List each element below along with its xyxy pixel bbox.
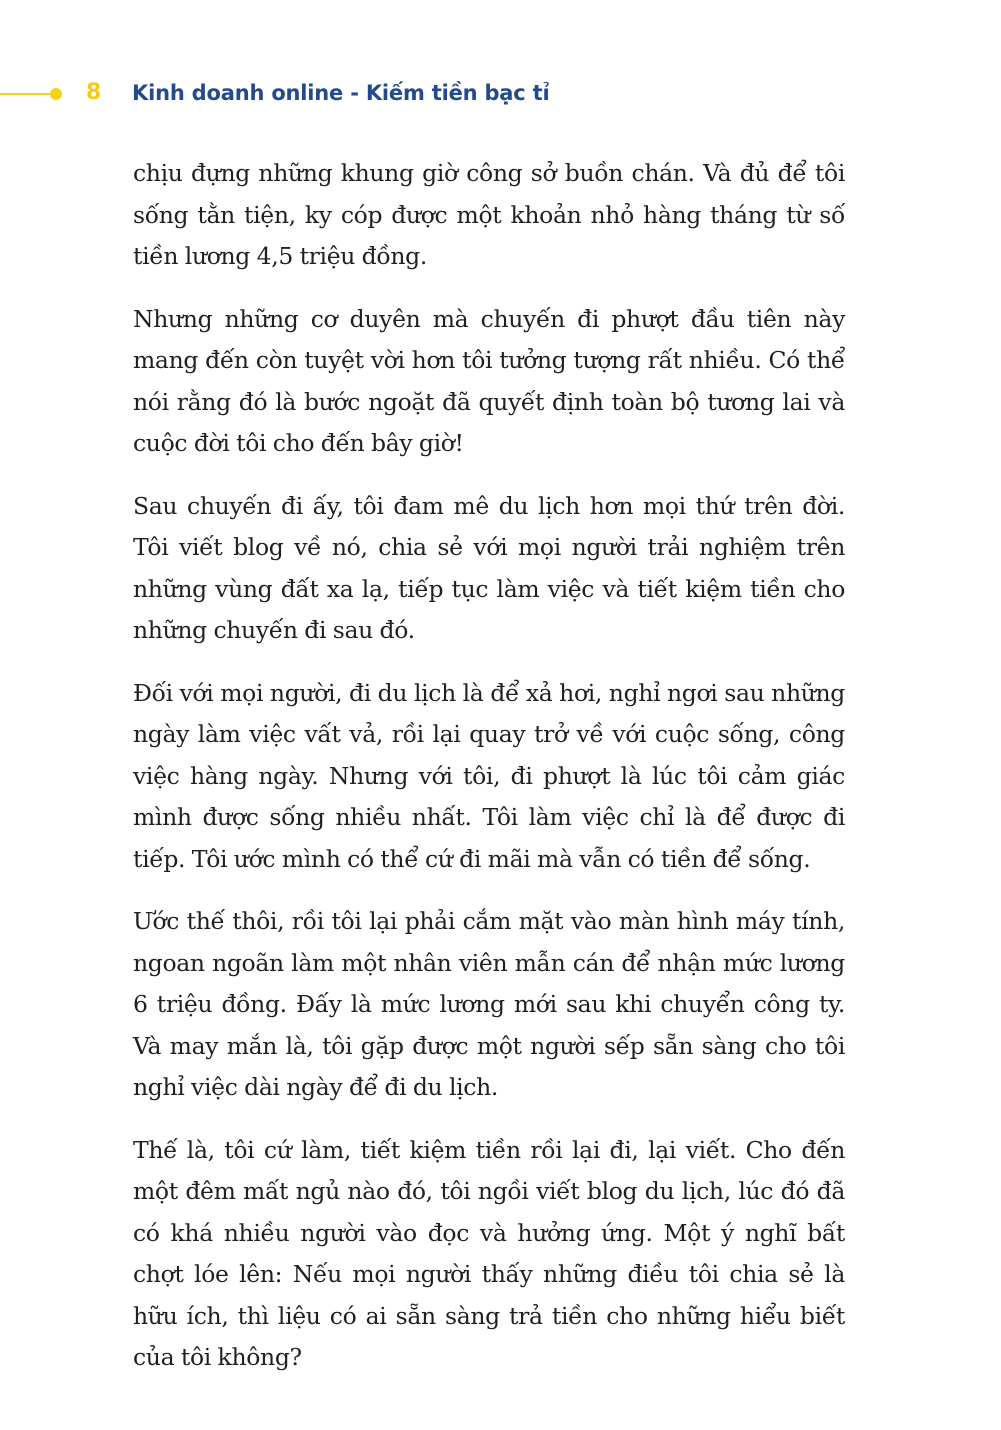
header-accent-line	[0, 93, 52, 95]
paragraph: Sau chuyến đi ấy, tôi đam mê du lịch hơn mọi thứ trên đời. Tôi viết blog về nó, chia sẻ với mọi người trải nghiệm trên những vùng đất xa lạ, tiếp tục làm việc và tiết kiệm tiền cho những chuyến đi sau đó.	[133, 491, 845, 644]
paragraph: Thế là, tôi cứ làm, tiết kiệm tiền rồi lại đi, lại viết. Cho đến một đêm mất ngủ nào đó, tôi ngồi viết blog du lịch, lúc đó đã có khá nhiều người vào đọc và hưởng ứng. Một ý nghĩ bất chợt lóe lên: Nếu mọi người thấy những điều tôi chia sẻ là hữu ích, thì liệu có ai sẵn sàng trả tiền cho những hiểu biết của tôi không?	[133, 1135, 845, 1371]
paragraph: Ước thế thôi, rồi tôi lại phải cắm mặt vào màn hình máy tính, ngoan ngoãn làm một nhân viên mẫn cán để nhận mức lương 6 triệu đồng. Đấy là mức lương mới sau khi chuyển công ty. Và may mắn là, tôi gặp được một người sếp sẵn sàng cho tôi nghỉ việc dài ngày để đi du lịch.	[133, 907, 845, 1101]
body-text	[133, 153, 845, 1400]
header-accent-dot	[50, 88, 62, 100]
page-header	[0, 76, 1001, 112]
paragraph: Nhưng những cơ duyên mà chuyến đi phượt đầu tiên này mang đến còn tuyệt vời hơn tôi tưởng tượng rất nhiều. Có thể nói rằng đó là bước ngoặt đã quyết định toàn bộ tương lai và cuộc đời tôi cho đến bây giờ!	[133, 304, 845, 457]
running-title: Kinh doanh online - Kiếm tiền bạc tỉ	[132, 81, 550, 105]
paragraph: Đối với mọi người, đi du lịch là để xả hơi, nghỉ ngơi sau những ngày làm việc vất vả, rồi lại quay trở về với cuộc sống, công việc hàng ngày. Nhưng với tôi, đi phượt là lúc tôi cảm giác mình được sống nhiều nhất. Tôi làm việc chỉ là để được đi tiếp. Tôi ước mình có thể cứ đi mãi mà vẫn có tiền để sống.	[133, 678, 845, 873]
paragraph: chịu đựng những khung giờ công sở buồn chán. Và đủ để tôi sống tằn tiện, ky cóp được một khoản nhỏ hàng tháng từ số tiền lương 4,5 triệu đồng.	[133, 159, 845, 270]
page-number: 8	[86, 80, 102, 105]
